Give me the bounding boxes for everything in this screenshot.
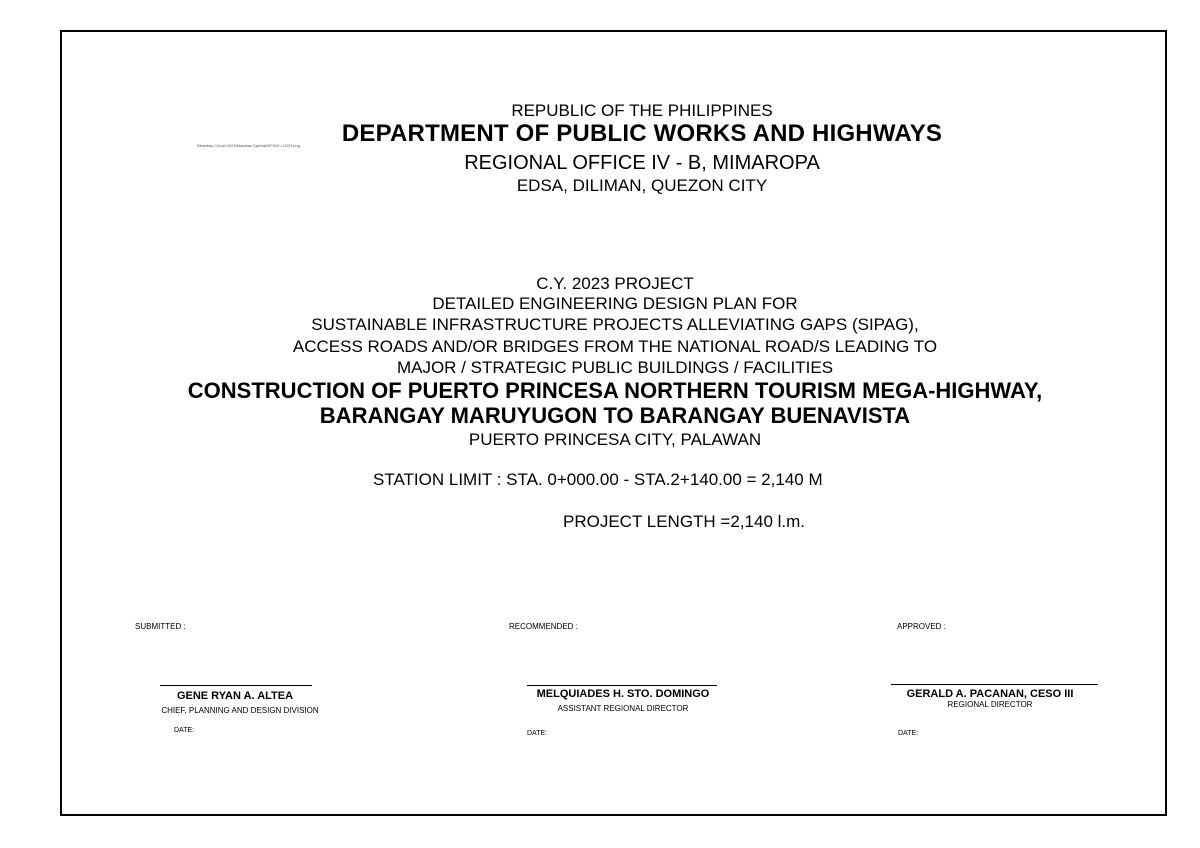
approved-signature-line (891, 684, 1098, 685)
project-description-1: DETAILED ENGINEERING DESIGN PLAN FOR (432, 294, 798, 313)
station-limit: STATION LIMIT : STA. 0+000.00 - STA.2+140.00 = 2,140 M (373, 470, 823, 489)
header-address: EDSA, DILIMAN, QUEZON CITY (516, 176, 768, 195)
project-length: PROJECT LENGTH =2,140 l.m. (563, 512, 806, 531)
recommended-signature-line (527, 685, 717, 686)
submitted-signature-line (160, 685, 312, 686)
recommended-title: ASSISTANT REGIONAL DIRECTOR (557, 704, 689, 713)
project-location: PUERTO PRINCESA CITY, PALAWAN (468, 430, 762, 449)
submitted-date: DATE: (174, 727, 195, 734)
header-department: DEPARTMENT OF PUBLIC WORKS AND HIGHWAYS (341, 120, 943, 147)
approved-title: REGIONAL DIRECTOR (947, 700, 1033, 709)
submitted-name: GENE RYAN A. ALTEA (176, 690, 294, 702)
project-title-2: BARANGAY MARUYUGON TO BARANGAY BUENAVISTA (319, 403, 911, 428)
approved-date: DATE: (898, 730, 919, 737)
recommended-label: RECOMMENDED : (509, 622, 578, 631)
project-description-2: SUSTAINABLE INFRASTRUCTURE PROJECTS ALLEVIATING GAPS (SIPAG), (311, 315, 919, 334)
submitted-label: SUBMITTED : (135, 622, 186, 631)
project-description-3: ACCESS ROADS AND/OR BRIDGES FROM THE NATIONAL ROAD/S LEADING TO (292, 337, 938, 356)
header-republic: REPUBLIC OF THE PHILIPPINES (511, 101, 773, 120)
project-title-1: CONSTRUCTION OF PUERTO PRINCESA NORTHERN TOURISM MEGA-HIGHWAY, (187, 378, 1043, 403)
logo-image-placeholder: \Malabas Circuit 2023\Malabas Special\DPWH LOGO.png (197, 143, 300, 148)
recommended-name: MELQUIADES H. STO. DOMINGO (536, 688, 710, 700)
approved-label: APPROVED : (897, 622, 946, 631)
recommended-date: DATE: (527, 730, 548, 737)
approved-name: GERALD A. PACANAN, CESO III (906, 688, 1074, 700)
submitted-title: CHIEF, PLANNING AND DESIGN DIVISION (161, 706, 319, 715)
project-year: C.Y. 2023 PROJECT (536, 274, 694, 293)
project-description-4: MAJOR / STRATEGIC PUBLIC BUILDINGS / FACILITIES (396, 358, 834, 377)
header-regional-office: REGIONAL OFFICE IV - B, MIMAROPA (464, 152, 820, 174)
